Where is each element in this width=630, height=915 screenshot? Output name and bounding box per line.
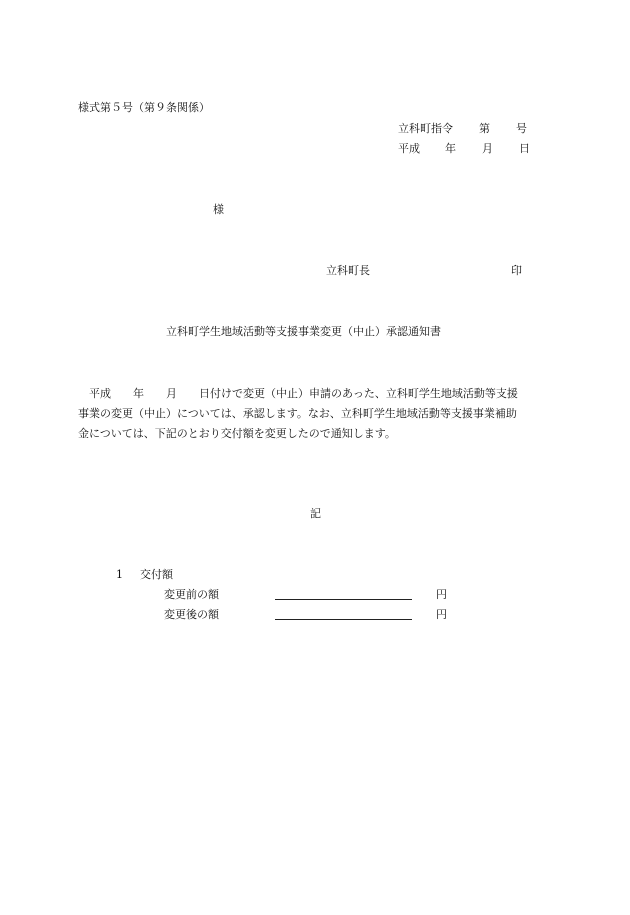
amount-before-unit: 円 [436,588,447,601]
document-title: 立科町学生地域活動等支援事業変更（中止）承認通知書 [166,325,441,338]
date-year: 年 [445,142,456,155]
date-era: 平成 [398,142,420,155]
body-line: 平成 年 月 日付けで変更（中止）申請のあった、立科町学生地域活動等支援 [89,387,518,400]
amount-after-unit: 円 [436,608,447,621]
body-line: 事業の変更（中止）については、承認します。なお、立科町学生地域活動等支援事業補助 [78,407,517,420]
directive-dai: 第 [479,122,490,135]
amount-after-label: 変更後の額 [164,608,219,621]
seal-mark: 印 [511,264,522,277]
directive-go: 号 [516,122,527,135]
directive-label: 立科町指令 [398,122,453,135]
item-number: 1 [116,568,123,581]
body-line: 金については、下記のとおり交付額を変更したので通知します。 [78,427,396,440]
ki-heading: 記 [310,507,321,520]
item-label: 交付額 [140,568,173,581]
item-heading [116,568,173,582]
amount-before-row [164,587,464,603]
body-paragraph [78,384,548,444]
form-number: 様式第５号（第９条関係） [78,101,210,114]
amount-before-label: 変更前の額 [164,588,219,601]
date-day: 日 [519,142,530,155]
date-month: 月 [482,142,493,155]
amount-after-blank-line [275,619,412,620]
recipient-honorific: 様 [213,203,224,216]
issue-date-line [398,142,530,156]
amount-after-row [164,607,464,623]
directive-number-line [398,122,527,136]
amount-before-blank-line [275,599,412,600]
issuer-title: 立科町長 [326,264,370,277]
